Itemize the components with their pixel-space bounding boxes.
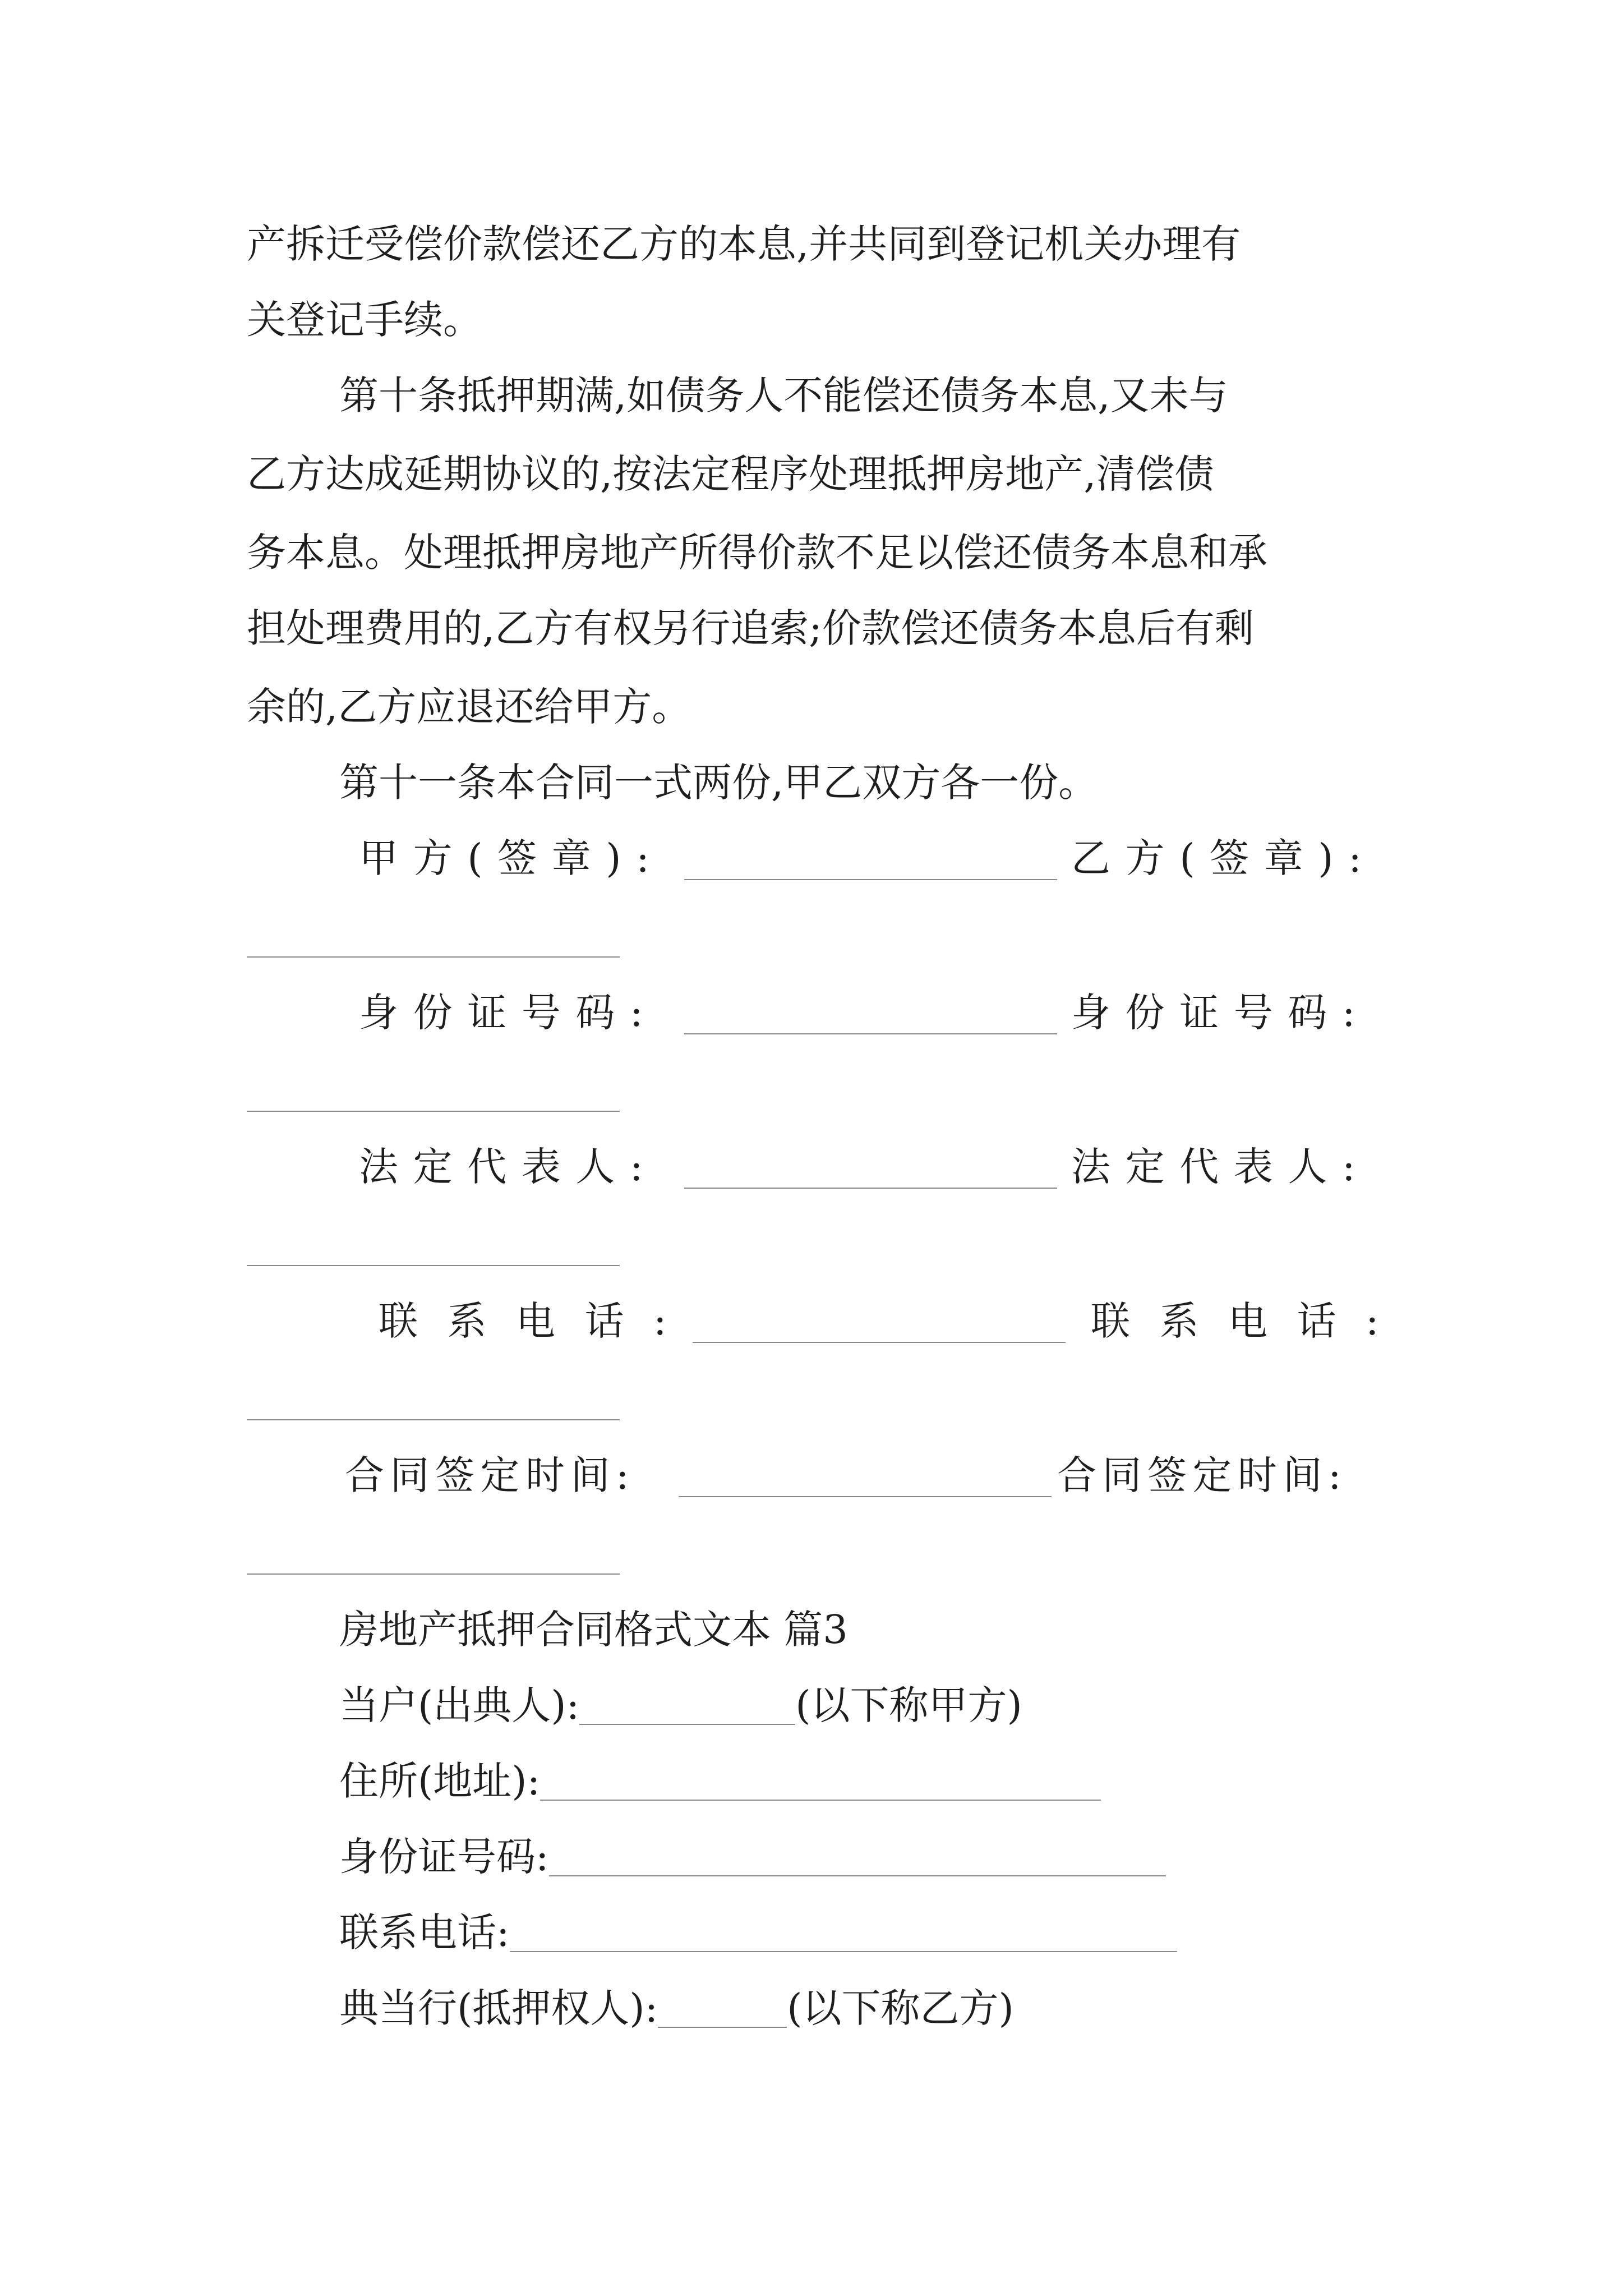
id-row bbox=[339, 1834, 1166, 1880]
party-a-representative-field[interactable] bbox=[684, 1188, 1057, 1189]
clause-10-line: 乙方达成延期协议的,按法定程序处理抵押房地产,清偿债 bbox=[247, 451, 1214, 497]
pawnshop-label: 典当行(抵押权人): bbox=[339, 1985, 658, 2031]
party-b-representative-label: 法定代表人: bbox=[1071, 1144, 1371, 1190]
clause-10-line: 务本息。处理抵押房地产所得价款不足以偿还债务本息和承 bbox=[247, 530, 1267, 576]
party-b-seal-label: 乙方(签章): bbox=[1071, 835, 1377, 881]
party-a-phone-label: 联系电话: bbox=[379, 1298, 697, 1344]
party-b-phone-field[interactable] bbox=[247, 1419, 620, 1420]
id-label: 身份证号码: bbox=[339, 1834, 549, 1880]
paragraph-line bbox=[247, 221, 1385, 267]
address-field[interactable] bbox=[540, 1766, 1101, 1801]
id-field[interactable] bbox=[549, 1842, 1166, 1876]
party-a-date-label: 合同签定时间: bbox=[345, 1452, 635, 1498]
signature-row-seal bbox=[247, 835, 1385, 884]
signature-row-date bbox=[247, 1452, 1385, 1501]
phone-label: 联系电话: bbox=[339, 1910, 510, 1955]
party-a-id-label: 身份证号码: bbox=[359, 990, 658, 1036]
clause-10-line: 余的,乙方应退还给甲方。 bbox=[247, 684, 691, 730]
signature-row-phone bbox=[247, 1298, 1409, 1346]
address-label: 住所(地址): bbox=[339, 1758, 541, 1804]
party-b-representative-field[interactable] bbox=[247, 1265, 620, 1266]
party-a-seal-label: 甲方(签章): bbox=[359, 835, 665, 881]
party-a-seal-field[interactable] bbox=[684, 879, 1057, 880]
clause-10-line: 第十条抵押期满,如债务人不能偿还债务本息,又未与 bbox=[339, 372, 1228, 418]
pawnshop-row bbox=[339, 1985, 1014, 2031]
section-3-heading: 房地产抵押合同格式文本 篇3 bbox=[339, 1607, 848, 1653]
phone-row bbox=[339, 1910, 1177, 1955]
paragraph-text: 产拆迁受偿价款偿还乙方的本息,并共同到登记机关办理有 bbox=[247, 221, 1241, 267]
pawner-suffix: (以下称甲方) bbox=[795, 1682, 1022, 1728]
pawner-row bbox=[339, 1682, 1022, 1728]
pawnshop-field[interactable] bbox=[658, 1993, 787, 2028]
pawner-label: 当户(出典人): bbox=[339, 1682, 580, 1728]
signature-row-id bbox=[247, 990, 1385, 1038]
clause-11-line: 第十一条本合同一式两份,甲乙双方各一份。 bbox=[339, 760, 1098, 806]
party-b-seal-field[interactable] bbox=[247, 956, 620, 958]
pawner-field[interactable] bbox=[579, 1690, 795, 1725]
party-b-date-field[interactable] bbox=[247, 1573, 620, 1575]
paragraph-line: 关登记手续。 bbox=[247, 297, 482, 343]
party-b-phone-label: 联系电话: bbox=[1091, 1298, 1409, 1344]
party-a-representative-label: 法定代表人: bbox=[359, 1144, 658, 1190]
party-a-id-field[interactable] bbox=[684, 1033, 1057, 1034]
pawnshop-suffix: (以下称乙方) bbox=[787, 1985, 1014, 2031]
party-a-phone-field[interactable] bbox=[693, 1342, 1066, 1343]
party-b-date-label: 合同签定时间: bbox=[1057, 1452, 1348, 1498]
party-b-id-label: 身份证号码: bbox=[1071, 990, 1371, 1036]
clause-10-line: 担处理费用的,乙方有权另行追索;价款偿还债务本息后有剩 bbox=[247, 605, 1254, 651]
phone-field[interactable] bbox=[510, 1917, 1177, 1952]
signature-row-representative bbox=[247, 1144, 1385, 1192]
party-b-id-field[interactable] bbox=[247, 1111, 620, 1112]
party-a-date-field[interactable] bbox=[679, 1496, 1052, 1497]
address-row bbox=[339, 1758, 1101, 1804]
